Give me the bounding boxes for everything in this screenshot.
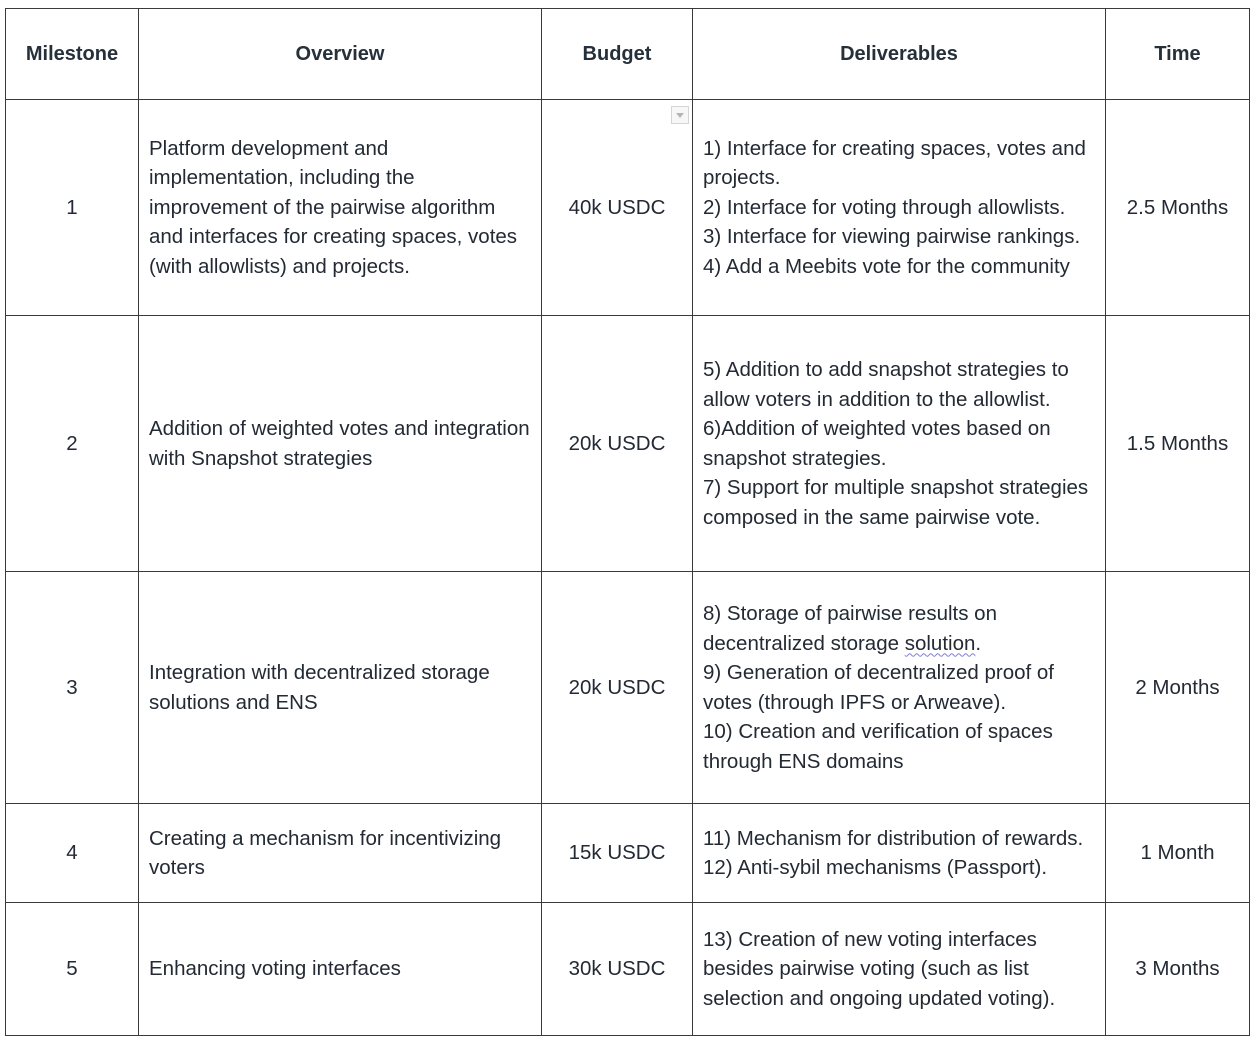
header-deliverables: Deliverables [693,9,1106,100]
deliverable-item: 9) Generation of decentralized proof of votes (through IPFS or Arweave). [703,661,1054,714]
table-row [6,572,1250,804]
deliverables-cell [693,903,1106,1036]
header-row [6,9,1250,100]
table-row [6,316,1250,572]
deliverable-item: 6)Addition of weighted votes based on snapshot strategies. [703,417,1051,470]
deliverable-item: 11) Mechanism for distribution of rewards. [703,826,1084,850]
spellcheck-underline: solution [904,631,976,655]
overview-cell: Platform development and implementation, including the improvement of the pairwise algorithm and interfaces for creating spaces, votes (with allowlists) and projects. [139,100,542,316]
deliverable-item: 3) Interface for viewing pairwise rankings. [703,225,1081,249]
table-row [6,100,1250,316]
budget-cell: 20k USDC [542,572,693,804]
deliverable-item: 12) Anti-sybil mechanisms (Passport). [703,856,1048,879]
time-cell: 1 Month [1106,804,1250,903]
header-budget: Budget [542,9,693,100]
table-row [6,903,1250,1036]
overview-cell: Addition of weighted votes and integration with Snapshot strategies [139,316,542,572]
time-cell: 1.5 Months [1106,316,1250,572]
milestones-table [5,8,1250,1036]
overview-cell: Integration with decentralized storage solutions and ENS [139,572,542,804]
milestone-number: 3 [6,572,139,804]
time-cell: 2.5 Months [1106,100,1250,316]
milestone-number: 2 [6,316,139,572]
deliverables-cell [693,316,1106,572]
deliverable-item: 13) Creation of new voting interfaces besides pairwise voting (such as list selection and ongoing updated voting). [703,927,1056,1010]
header-overview: Overview [139,9,542,100]
budget-cell: 30k USDC [542,903,693,1036]
overview-cell: Creating a mechanism for incentivizing voters [139,804,542,903]
table-row [6,804,1250,903]
budget-cell: 15k USDC [542,804,693,903]
milestone-number: 1 [6,100,139,316]
header-milestone: Milestone [6,9,139,100]
deliverables-cell [693,572,1106,804]
deliverable-item: 5) Addition to add snapshot strategies to allow voters in addition to the allowlist. [703,358,1069,411]
deliverable-item: 2) Interface for voting through allowlists. [703,195,1066,219]
milestone-number: 4 [6,804,139,903]
deliverable-item: 10) Creation and verification of spaces through ENS domains [703,720,1053,773]
deliverables-cell [693,100,1106,316]
deliverable-item: 4) Add a Meebits vote for the community [703,254,1070,278]
deliverable-item: 7) Support for multiple snapshot strategies composed in the same pairwise vote. [703,476,1089,529]
deliverable-item: 1) Interface for creating spaces, votes and projects. [703,136,1086,190]
deliverables-cell [693,804,1106,903]
overview-cell: Enhancing voting interfaces [139,903,542,1036]
milestone-number: 5 [6,903,139,1036]
budget-cell[interactable] [542,100,693,316]
header-time: Time [1106,9,1250,100]
deliverable-item: 8) Storage of pairwise results on decentralized storage solution. [703,602,997,655]
time-cell: 3 Months [1106,903,1250,1036]
chevron-down-icon[interactable] [671,106,689,124]
budget-value: 40k USDC [568,195,666,219]
budget-cell: 20k USDC [542,316,693,572]
time-cell: 2 Months [1106,572,1250,804]
